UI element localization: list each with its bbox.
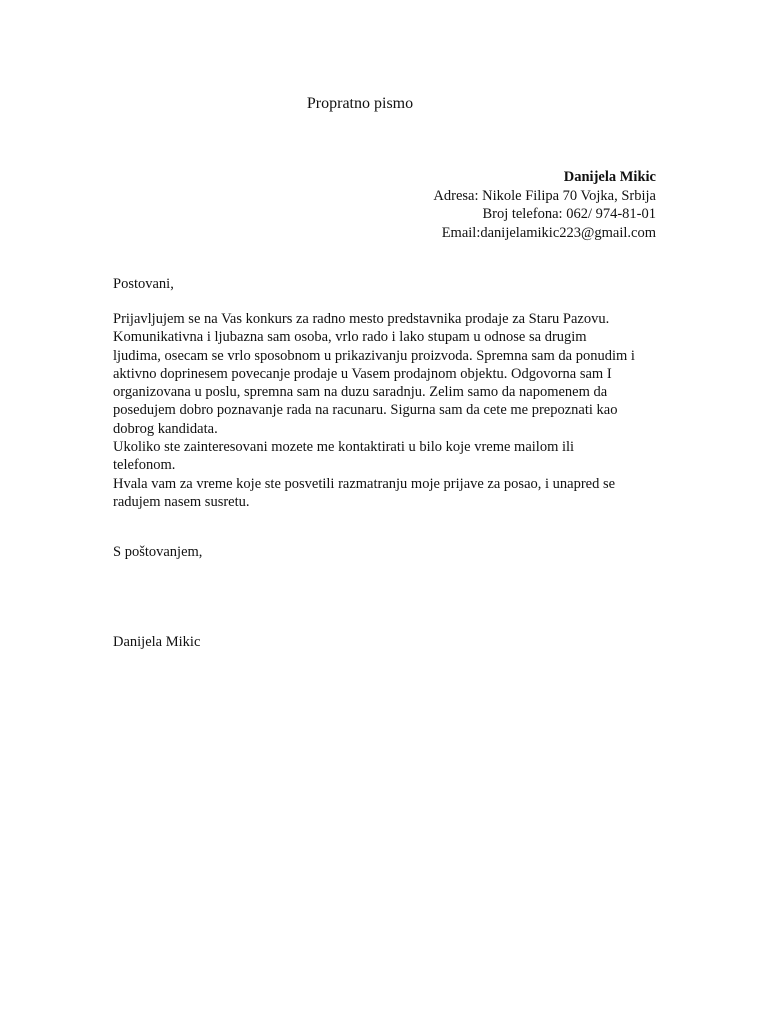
greeting: Postovani, [113,276,174,292]
body-line: Hvala vam za vreme koje ste posvetili razmatranju moje prijave za posao, i unapred se [113,475,616,492]
body-line: posedujem dobro poznavanje rada na racunaru. Sigurna sam da cete me prepoznati kao [113,402,618,419]
body-line: Ukoliko ste zainteresovani mozete me kontaktirati u bilo koje vreme mailom ili [113,439,575,456]
body-line: aktivno doprinesem povecanje prodaje u Vasem prodajnom objektu. Odgovorna sam I [113,365,612,382]
body-line: Prijavljujem se na Vas konkurs za radno mesto predstavnika prodaje za Staru Pazovu. [113,311,610,327]
document-title: Propratno pismo [306,95,414,112]
body-line: radujem nasem susretu. [113,493,250,510]
body-line: telefonom. [113,457,176,474]
sender-phone: Broj telefona: 062/ 974-81-01 [482,206,656,222]
body-line: dobrog kandidata. [113,420,218,437]
sender-address: Adresa: Nikole Filipa 70 Vojka, Srbija [433,187,656,204]
sender-email: Email:danijelamikic223@gmail.com [441,224,656,241]
sender-block [433,168,656,242]
sender-name: Danijela Mikic [563,169,656,185]
letter-body [113,310,661,511]
closing-salutation: S poštovanjem, [113,544,203,560]
body-line: Komunikativna i ljubazna sam osoba, vrlo rado i lako stupam u odnose sa drugim [113,329,587,346]
body-line: ljudima, osecam se vrlo sposobnom u prikazivanju proizvoda. Spremna sam da ponudim i [113,347,635,364]
body-line: organizovana u poslu, spremna sam na duzu saradnju. Zelim samo da napomenem da [113,384,608,401]
signature-name: Danijela Mikic [113,634,201,650]
